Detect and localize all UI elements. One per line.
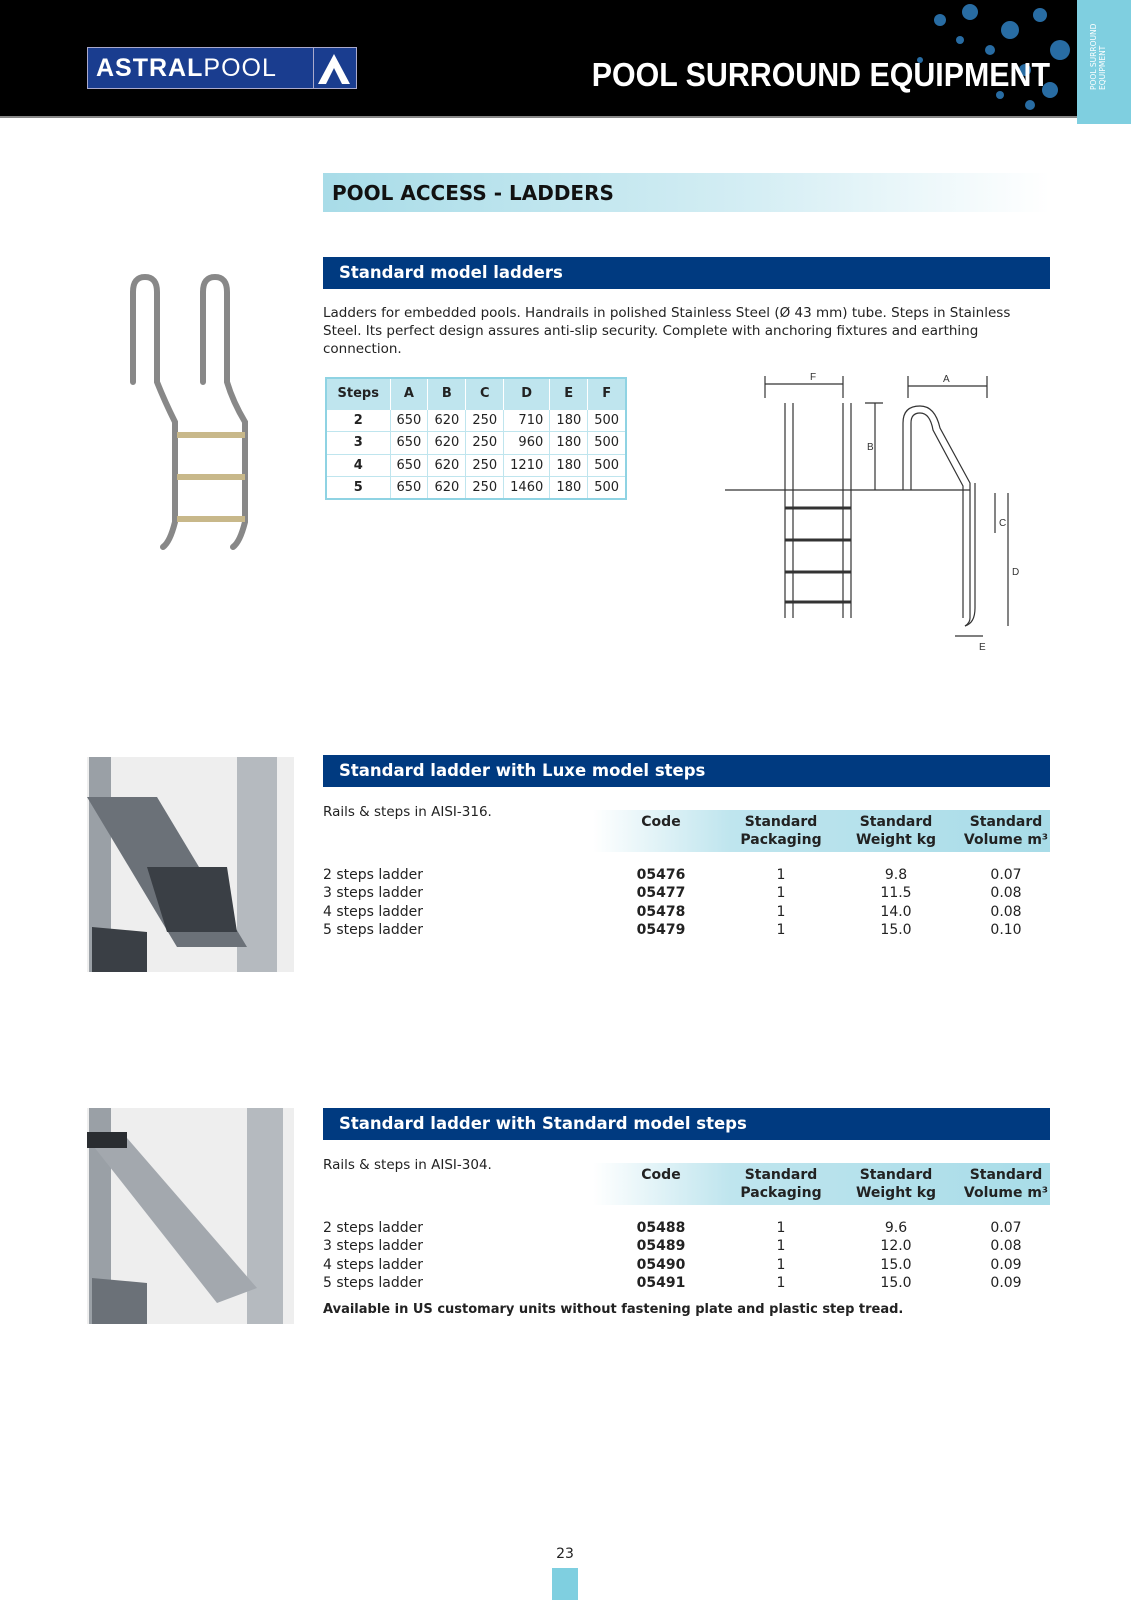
volume: 0.08 — [990, 885, 1022, 902]
table-row — [323, 1237, 1050, 1255]
volume: 0.07 — [990, 1220, 1022, 1236]
packaging: 1 — [776, 1274, 786, 1291]
dims-row — [326, 409, 626, 432]
dims-cell: 650 — [390, 409, 428, 432]
table-row — [323, 921, 1050, 939]
logo-text-bold: ASTRAL — [96, 54, 204, 82]
product-name: 2 steps ladder — [323, 1220, 423, 1236]
dims-cell: 500 — [588, 432, 626, 455]
product-name: 5 steps ladder — [323, 1274, 423, 1291]
packaging: 1 — [776, 1220, 786, 1236]
dims-header: C — [466, 378, 504, 409]
dims-cell: 650 — [390, 454, 428, 477]
product-code: 05491 — [636, 1274, 686, 1291]
astralpool-logo — [87, 47, 357, 89]
product-name: 3 steps ladder — [323, 885, 423, 902]
dims-cell: 710 — [504, 409, 550, 432]
column-header-code: Code — [641, 1167, 681, 1183]
table-header — [593, 810, 1050, 852]
luxe-heading: Standard ladder with Luxe model steps — [323, 755, 1050, 787]
column-header-code: Code — [641, 814, 681, 830]
dims-steps-cell: 4 — [326, 454, 390, 477]
weight: 11.5 — [880, 885, 912, 902]
dims-cell: 180 — [550, 409, 588, 432]
dims-row — [326, 477, 626, 500]
column-header-pack: Standard Packaging — [740, 1167, 822, 1201]
dims-cell: 500 — [588, 454, 626, 477]
table-row — [323, 1274, 1050, 1292]
dims-cell: 500 — [588, 409, 626, 432]
diagram-label-c: C — [999, 518, 1007, 529]
dims-cell: 1460 — [504, 477, 550, 500]
volume: 0.08 — [990, 1238, 1022, 1255]
product-code: 05477 — [636, 885, 686, 902]
weight: 15.0 — [880, 1256, 912, 1273]
weight: 15.0 — [880, 921, 912, 938]
weight: 15.0 — [880, 1274, 912, 1291]
standard-steps-photo — [87, 1108, 294, 1324]
volume: 0.07 — [990, 867, 1022, 883]
dims-cell: 250 — [466, 454, 504, 477]
dims-steps-cell: 3 — [326, 432, 390, 455]
dims-cell: 650 — [390, 432, 428, 455]
column-header-volume: Standard Volume m³ — [963, 814, 1049, 848]
weight: 9.6 — [884, 1220, 908, 1236]
dims-cell: 250 — [466, 477, 504, 500]
dims-cell: 180 — [550, 454, 588, 477]
column-header-pack: Standard Packaging — [740, 814, 822, 848]
product-name: 5 steps ladder — [323, 921, 423, 938]
packaging: 1 — [776, 1256, 786, 1273]
dims-cell: 250 — [466, 409, 504, 432]
dims-cell: 650 — [390, 477, 428, 500]
dims-header: E — [550, 378, 588, 409]
dims-cell: 250 — [466, 432, 504, 455]
packaging: 1 — [776, 867, 786, 883]
standard-ladder-photo — [125, 272, 265, 562]
volume: 0.09 — [990, 1256, 1022, 1273]
dims-steps-cell: 5 — [326, 477, 390, 500]
volume: 0.08 — [990, 903, 1022, 920]
section-title: POOL ACCESS - LADDERS — [323, 173, 1050, 212]
dims-cell: 620 — [428, 454, 466, 477]
table-row — [323, 866, 1050, 884]
dims-cell: 1210 — [504, 454, 550, 477]
packaging: 1 — [776, 1238, 786, 1255]
product-name: 4 steps ladder — [323, 1256, 423, 1273]
page-title: POOL SURROUND EQUIPMENT — [591, 56, 1050, 93]
dims-cell: 620 — [428, 432, 466, 455]
weight: 14.0 — [880, 903, 912, 920]
diagram-label-e: E — [979, 642, 986, 653]
product-name: 4 steps ladder — [323, 903, 423, 920]
diagram-label-d: D — [1012, 567, 1020, 578]
diagram-label-a: A — [943, 374, 950, 385]
packaging: 1 — [776, 921, 786, 938]
column-header-weight: Standard Weight kg — [855, 814, 937, 848]
volume: 0.09 — [990, 1274, 1022, 1291]
product-code: 05488 — [636, 1220, 686, 1236]
standard-ladders-description: Ladders for embedded pools. Handrails in polished Stainless Steel (Ø 43 mm) tube. Steps in Stainless Steel. Its perfect design assures anti-slip security. Complete with anchoring fixtures and earthing connection. — [323, 305, 1011, 357]
luxe-subtitle: Rails & steps in AISI-316. — [323, 804, 492, 820]
dims-header: A — [390, 378, 428, 409]
logo-text-light: POOL — [203, 54, 277, 82]
table-row — [323, 884, 1050, 902]
dims-row — [326, 432, 626, 455]
standard-ladders-heading: Standard model ladders — [323, 257, 1050, 289]
table-row — [323, 903, 1050, 921]
column-header-volume: Standard Volume m³ — [963, 1167, 1049, 1201]
product-name: 2 steps ladder — [323, 867, 423, 883]
weight: 12.0 — [880, 1238, 912, 1255]
table-row — [323, 1256, 1050, 1274]
product-code: 05489 — [636, 1238, 686, 1255]
dimensions-table — [325, 377, 627, 500]
dims-cell: 620 — [428, 409, 466, 432]
luxe-steps-photo — [87, 757, 294, 972]
product-name: 3 steps ladder — [323, 1238, 423, 1255]
chapter-tab-label: POOL SURROUND EQUIPMENT — [1089, 23, 1107, 90]
ladder-dimension-diagram — [725, 368, 1035, 663]
diagram-label-b: B — [867, 442, 874, 453]
page-tab-marker — [552, 1568, 578, 1600]
product-code: 05478 — [636, 903, 686, 920]
dims-cell: 960 — [504, 432, 550, 455]
page-number: 23 — [556, 1546, 574, 1562]
table-row — [323, 1219, 1050, 1237]
logo-triangle-icon — [314, 48, 354, 88]
packaging: 1 — [776, 885, 786, 902]
table-header — [593, 1163, 1050, 1205]
dims-cell: 500 — [588, 477, 626, 500]
product-code: 05479 — [636, 921, 686, 938]
weight: 9.8 — [884, 867, 908, 883]
dims-header: F — [588, 378, 626, 409]
dims-cell: 620 — [428, 477, 466, 500]
dims-header: Steps — [326, 378, 390, 409]
dims-cell: 180 — [550, 477, 588, 500]
dims-cell: 180 — [550, 432, 588, 455]
dims-header: D — [504, 378, 550, 409]
standard-steps-heading: Standard ladder with Standard model steps — [323, 1108, 1050, 1140]
standard-steps-subtitle: Rails & steps in AISI-304. — [323, 1157, 492, 1173]
dims-steps-cell: 2 — [326, 409, 390, 432]
column-header-weight: Standard Weight kg — [855, 1167, 937, 1201]
dims-row — [326, 454, 626, 477]
product-code: 05476 — [636, 867, 686, 883]
us-units-note: Available in US customary units without fastening plate and plastic step tread. — [323, 1302, 904, 1317]
volume: 0.10 — [990, 921, 1022, 938]
chapter-tab[interactable] — [1077, 0, 1131, 124]
product-code: 05490 — [636, 1256, 686, 1273]
diagram-label-f: F — [810, 372, 817, 383]
dims-header: B — [428, 378, 466, 409]
packaging: 1 — [776, 903, 786, 920]
